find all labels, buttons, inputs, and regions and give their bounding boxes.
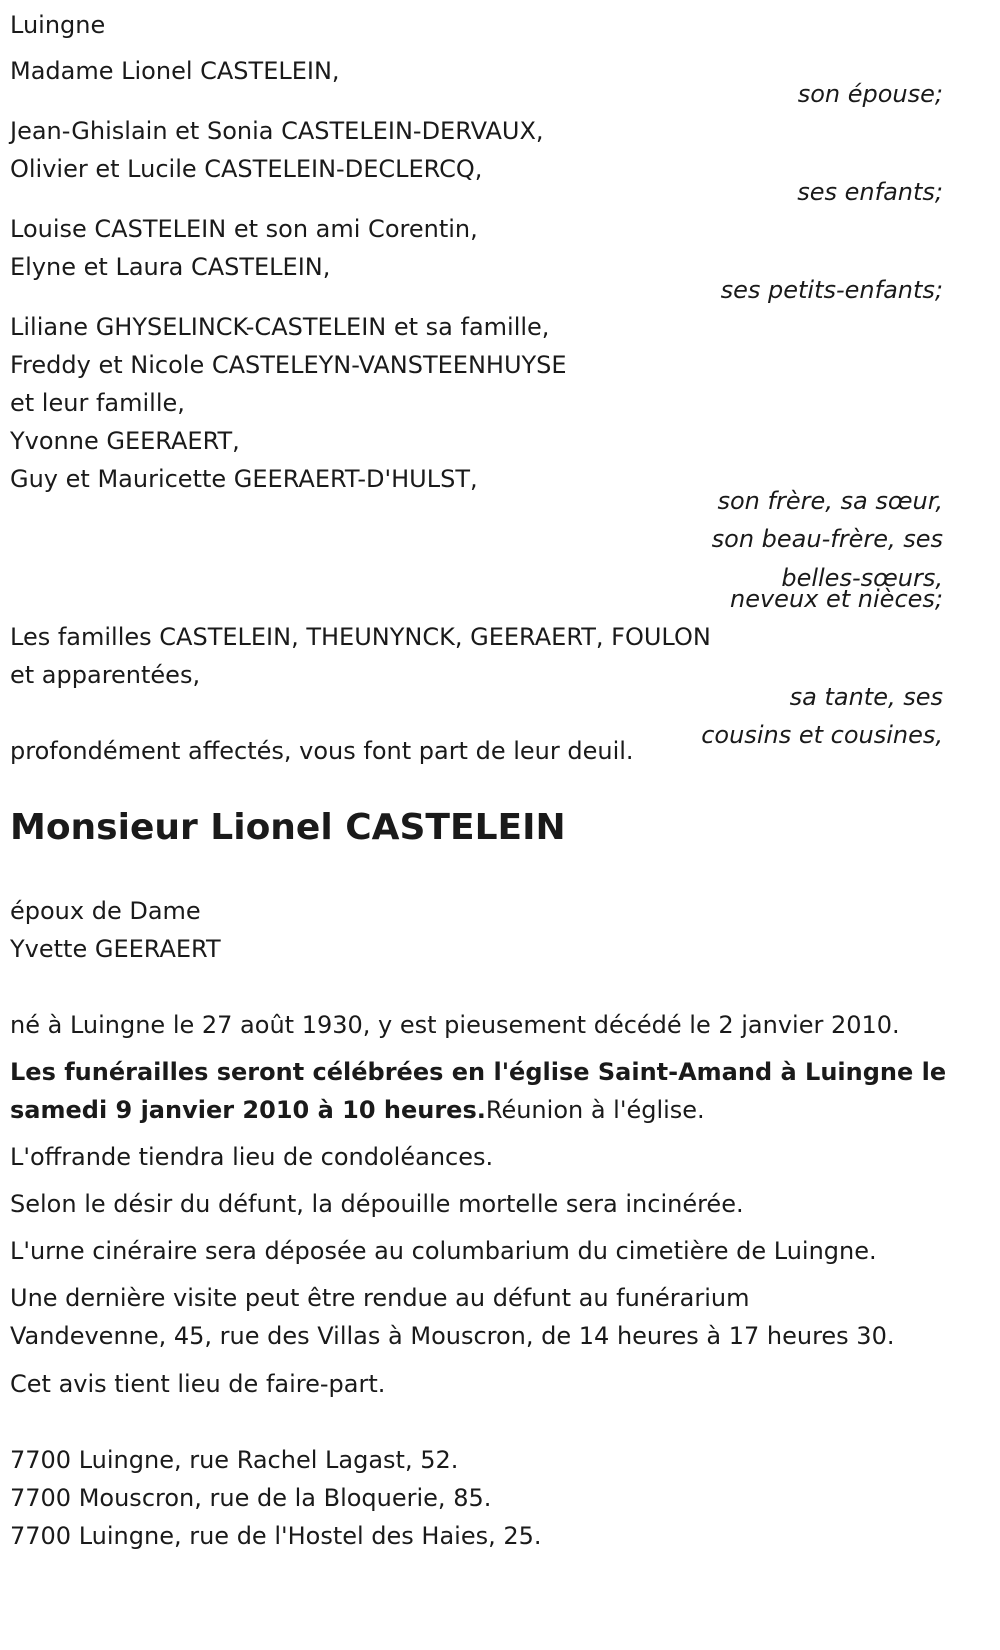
spouse-of-line: époux de Dame: [10, 897, 201, 925]
offering-line: L'offrande tiendra lieu de condoléances.: [10, 1143, 494, 1171]
deceased-name: Monsieur Lionel CASTELEIN: [10, 807, 566, 848]
grandchild-line: Elyne et Laura CASTELEIN,: [10, 253, 331, 281]
funeral-date-line: [10, 1095, 705, 1125]
children-relation: ses enfants;: [797, 178, 943, 206]
address-line: 7700 Mouscron, rue de la Bloquerie, 85.: [10, 1484, 492, 1512]
spouse-of-line: Yvette GEERAERT: [10, 935, 221, 963]
meeting-note: Réunion à l'église.: [485, 1096, 705, 1124]
address-line: 7700 Luingne, rue de l'Hostel des Haies, 25.: [10, 1522, 542, 1550]
siblings-relation-line: son frère, sa sœur,: [717, 487, 943, 515]
sibling-line: Liliane GHYSELINCK-CASTELEIN et sa famille,: [10, 313, 550, 341]
spouse-relation: son épouse;: [797, 80, 943, 108]
cremation-line: Selon le désir du défunt, la dépouille mortelle sera incinérée.: [10, 1190, 744, 1218]
visit-line: Une dernière visite peut être rendue au défunt au funérarium: [10, 1284, 750, 1312]
visit-line: Vandevenne, 45, rue des Villas à Mouscron, de 14 heures à 17 heures 30.: [10, 1322, 895, 1350]
child-line: Jean-Ghislain et Sonia CASTELEIN-DERVAUX,: [10, 117, 544, 145]
siblings-relation-line: neveux et nièces;: [730, 585, 943, 613]
siblings-relation-line: belles-sœurs,: [781, 564, 943, 592]
sibling-line: et leur famille,: [10, 389, 185, 417]
urn-line: L'urne cinéraire sera déposée au columbarium du cimetière de Luingne.: [10, 1237, 877, 1265]
grandchildren-relation: ses petits-enfants;: [720, 276, 943, 304]
families-line: Les familles CASTELEIN, THEUNYNCK, GEERAERT, FOULON: [10, 623, 711, 651]
closing-line: profondément affectés, vous font part de leur deuil.: [10, 737, 634, 765]
sibling-line: Guy et Mauricette GEERAERT-D'HULST,: [10, 465, 478, 493]
address-line: 7700 Luingne, rue Rachel Lagast, 52.: [10, 1446, 459, 1474]
child-line: Olivier et Lucile CASTELEIN-DECLERCQ,: [10, 155, 483, 183]
sibling-line: Freddy et Nicole CASTELEYN-VANSTEENHUYSE: [10, 351, 567, 379]
sibling-line: Yvonne GEERAERT,: [10, 427, 240, 455]
funeral-date: samedi 9 janvier 2010 à 10 heures.: [10, 1096, 486, 1124]
spouse-name: Madame Lionel CASTELEIN,: [10, 57, 340, 85]
grandchild-line: Louise CASTELEIN et son ami Corentin,: [10, 215, 478, 243]
siblings-relation-line: son beau-frère, ses: [711, 525, 943, 553]
notice-line: Cet avis tient lieu de faire-part.: [10, 1370, 386, 1398]
town-header: Luingne: [10, 11, 106, 39]
families-line: et apparentées,: [10, 661, 201, 689]
funeral-line: Les funérailles seront célébrées en l'église Saint-Amand à Luingne le: [10, 1058, 947, 1086]
families-relation-line: sa tante, ses: [789, 683, 943, 711]
birth-death-line: né à Luingne le 27 août 1930, y est pieusement décédé le 2 janvier 2010.: [10, 1011, 900, 1039]
families-relation-line: cousins et cousines,: [701, 721, 943, 749]
